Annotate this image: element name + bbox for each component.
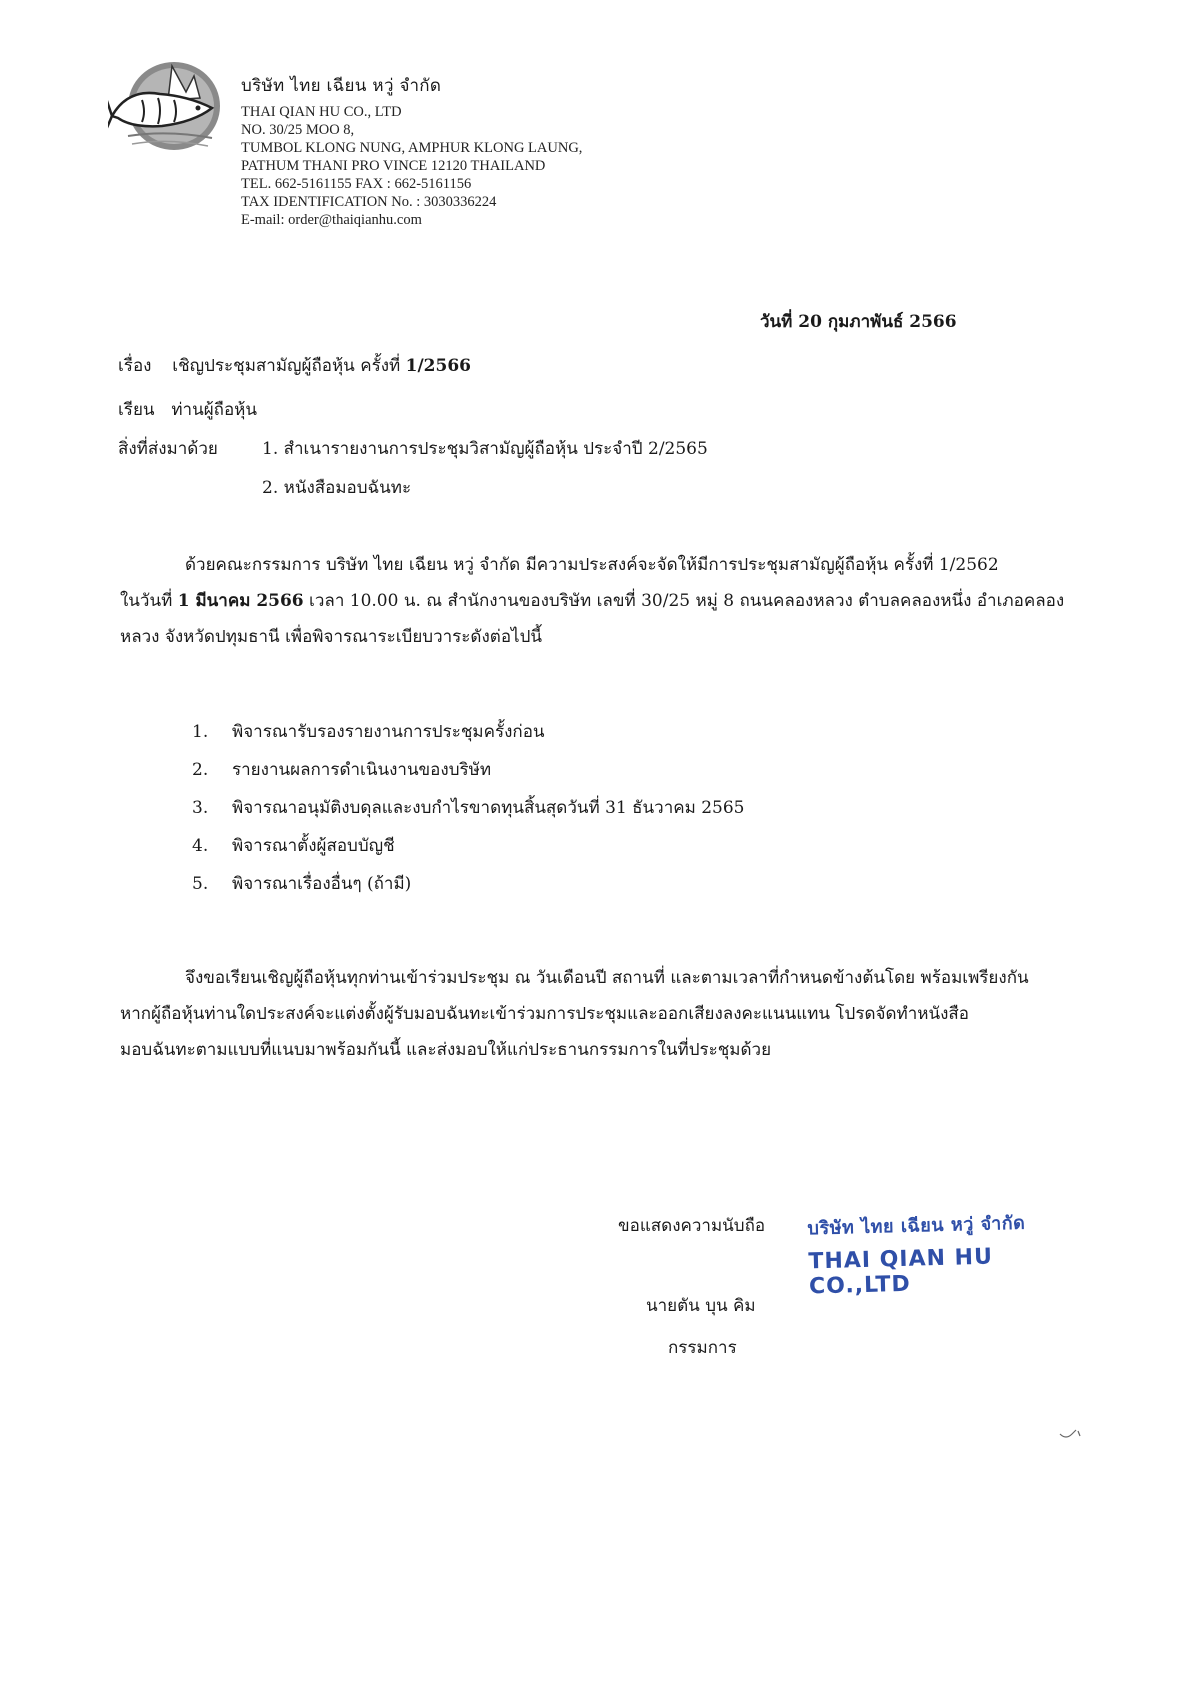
- recipient-label: เรียน: [118, 400, 155, 420]
- paragraph-line: จึงขอเรียนเชิญผู้ถือหุ้นทุกท่านเข้าร่วมประชุม ณ วันเดือนปี สถานที่ และตามเวลาที่กำหนดข้างต้นโดย พร้อมเพรียงกัน: [185, 968, 1029, 988]
- paragraph-line: ด้วยคณะกรรมการ บริษัท ไทย เฉียน หวู่ จำกัด มีความประสงค์จะจัดให้มีการประชุมสามัญผู้ถือหุ้น ครั้งที่ 1/2562: [185, 555, 999, 575]
- agenda-item: 3. พิจารณาอนุมัติงบดุลและงบกำไรขาดทุนสิ้นสุดวันที่ 31 ธันวาคม 2565: [192, 798, 745, 818]
- recipient-line: [118, 396, 257, 423]
- enclosure-item: 1. สำเนารายงานการประชุมวิสามัญผู้ถือหุ้น ประจำปี 2/2565: [262, 439, 708, 459]
- email-line: E-mail: order@thaiqianhu.com: [241, 212, 422, 228]
- company-name-thai: บริษัท ไทย เฉียน หวู่ จำกัด: [241, 76, 442, 96]
- paragraph-line: หากผู้ถือหุ้นท่านใดประสงค์จะแต่งตั้งผู้รับมอบฉันทะเข้าร่วมการประชุมและออกเสียงลงคะแนนแทน โปรดจัดทำหนังสือ: [120, 1004, 969, 1024]
- paragraph-line: หลวง จังหวัดปทุมธานี เพื่อพิจารณาระเบียบวาระดังต่อไปนี้: [120, 627, 542, 647]
- signatory-name: นายตัน บุน คิม: [646, 1296, 756, 1316]
- body-paragraph-2: [120, 960, 1112, 1068]
- closing-regards: ขอแสดงความนับถือ: [618, 1216, 766, 1236]
- enclosure-item: 2. หนังสือมอบฉันทะ: [262, 478, 412, 498]
- tax-id-line: TAX IDENTIFICATION No. : 3030336224: [241, 194, 497, 210]
- subject-number: 1/2566: [405, 356, 471, 376]
- agenda-item: 1. พิจารณารับรองรายงานการประชุมครั้งก่อน: [192, 722, 545, 742]
- agenda-item: 2. รายงานผลการดำเนินงานของบริษัท: [192, 760, 492, 780]
- contact-line: TEL. 662-5161155 FAX : 662-5161156: [241, 176, 472, 192]
- stamp-line-english: THAI QIAN HU CO.,LTD: [808, 1244, 994, 1300]
- address-line: NO. 30/25 MOO 8,: [241, 122, 355, 138]
- letter-date: วันที่ 20 กุมภาพันธ์ 2566: [760, 312, 957, 332]
- address-line: PATHUM THANI PRO VINCE 12120 THAILAND: [241, 158, 546, 174]
- meeting-date: 1 มีนาคม 2566: [177, 591, 304, 611]
- paragraph-line: ในวันที่ 1 มีนาคม 2566 เวลา 10.00 น. ณ สำนักงานของบริษัท เลขที่ 30/25 หมู่ 8 ถนนคลองหลวง ตำบลคลองหนึ่ง อำเภอคลอง: [120, 591, 1065, 611]
- signatory-title: กรรมการ: [668, 1338, 737, 1358]
- address-line: TUMBOL KLONG NUNG, AMPHUR KLONG LAUNG,: [241, 140, 583, 156]
- company-name-english: THAI QIAN HU CO., LTD: [241, 104, 402, 120]
- agenda-item: 4. พิจารณาตั้งผู้สอบบัญชี: [192, 836, 395, 856]
- recipient-text: ท่านผู้ถือหุ้น: [171, 400, 258, 420]
- company-stamp: [807, 1207, 1069, 1300]
- enclosures-label: สิ่งที่ส่งมาด้วย: [118, 439, 218, 459]
- subject-line: [118, 352, 471, 379]
- scan-mark: [1058, 1428, 1082, 1443]
- body-paragraph-1: [120, 547, 1112, 655]
- paragraph-line: มอบฉันทะตามแบบที่แนบมาพร้อมกันนี้ และส่งมอบให้แก่ประธานกรรมการในที่ประชุมด้วย: [120, 1040, 772, 1060]
- stamp-line-thai: บริษัท ไทย เฉียน หวู่ จำกัด: [807, 1212, 1026, 1240]
- subject-text: เชิญประชุมสามัญผู้ถือหุ้น ครั้งที่: [172, 356, 401, 376]
- subject-label: เรื่อง: [118, 356, 152, 376]
- agenda-item: 5. พิจารณาเรื่องอื่นๆ (ถ้ามี): [192, 874, 412, 894]
- fish-logo-icon: [108, 58, 226, 154]
